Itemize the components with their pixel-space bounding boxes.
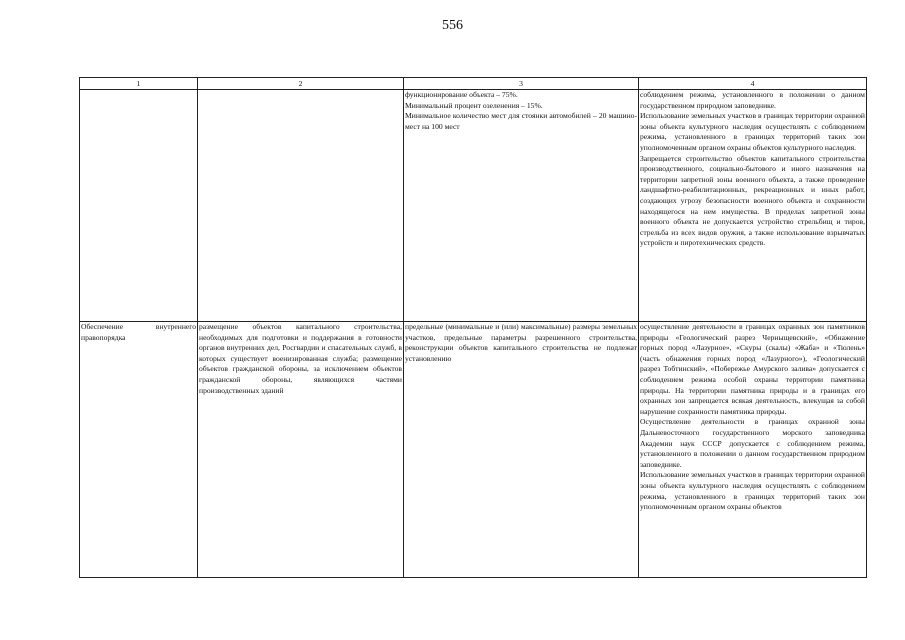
column-header: 4 [639,78,867,90]
row1-restriction-paragraph: Использование земельных участков в границах территории охранной зоны объекта культурного наследия осуществлять с соблюдением режима, установленного в границах территорий таких зон уполномоченным органом охраны объектов культурного наследия. [640,111,865,152]
row1-param-line: функционирование объекта – 75%. [405,90,518,99]
row2-restriction-paragraph: осуществление деятельности в границах охранных зон памятников природы «Геологический разрез Черныщевский», «Обнажение горных пород «Лазурное», «Скуры (скалы) «Жаба» и «Тюлень» (часть обнажения горных пород «Лазурного»), «Геологический разрез Тобтинский», «Побережье Амурского залива» допускается с соблюдением режима особой охраны территории памятника природы. На территории памятника природы и в границах его охранных зон запрещается всякая деятельность, влекущая за собой нарушение сохранности памятника природы. [640,322,865,416]
row1-restriction-paragraph: соблюдением режима, установленного в положении о данном государственном природном заповеднике. [640,90,865,110]
row1-restriction-paragraph: Запрещается строительство объектов капитального строительства производственного, социально-бытового и иного назначения на территории запретной зоны военного объекта, а также проведение ландшафтно-реабилитационных, рекреационных и иных работ, создающих угрозу безопасности военного объекта и сохранности находящегося на нем имущества. В пределах запретной зоны военного объекта не допускается устройство стрельбищ и тиров, стрельба из всех видов оружия, а также использование взрывчатых устройств и пиротехнических средств. [640,153,865,248]
row1-param-line: Минимальное количество мест для стоянки автомобилей – 20 машино-мест на 100 мест [405,111,637,131]
row1-parameters-cell [404,90,639,322]
column-header: 3 [404,78,639,90]
row2-use-type-cell: Обеспечение внутреннего правопорядка [80,322,198,578]
column-header: 1 [80,78,198,90]
row2-parameters-cell: предельные (минимальные и (или) максимальные) размеры земельных участков, предельные параметры разрешенного строительства, реконструкции объектов капитального строительства не подлежат установлению [404,322,639,578]
table-header-row [80,78,867,90]
table-row [80,90,867,322]
row2-restrictions-cell [639,322,867,578]
row1-restrictions-cell [639,90,867,322]
row2-restriction-paragraph: Использование земельных участков в границах территории охранной зоны объекта культурного наследия осуществлять с соблюдением режима, установленного в границах территорий таких зон уполномоченным органом охраны объектов [640,470,865,512]
regulations-table [79,77,867,578]
page-number: 556 [442,18,463,33]
row2-description-cell: размещение объектов капитального строительства, необходимых для подготовки и поддержания в готовности органов внутренних дел, Росгвардии и спасательных служб, в которых существует военизированная служба; размещение объектов гражданской обороны, за исключением объектов гражданской обороны, являющихся частями производственных зданий [198,322,404,578]
row2-restriction-paragraph: Осуществление деятельности в границах охранной зоны Дальневосточного государственного морского заповедника Академии наук СССР допускается с соблюдением режима, установленного в положении о данном государственном природном заповеднике. [640,417,865,469]
row1-use-type-cell [80,90,198,322]
column-header: 2 [198,78,404,90]
table-row [80,322,867,578]
row1-description-cell [198,90,404,322]
row1-param-line: Минимальный процент озеленения – 15%. [405,100,543,110]
